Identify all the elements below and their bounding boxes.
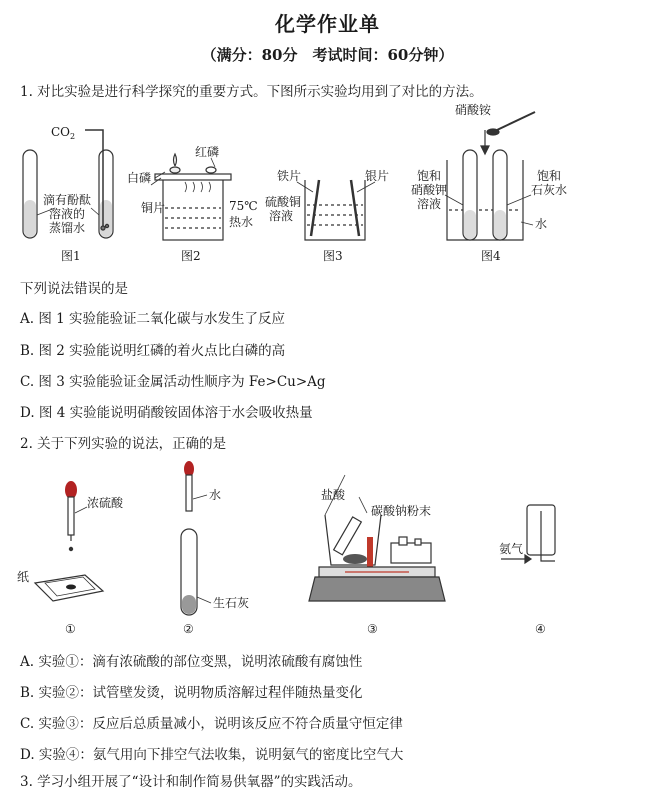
svg-text:铁片: 铁片 [277, 169, 302, 183]
svg-text:硝酸铵: 硝酸铵 [455, 103, 492, 117]
svg-text:石灰水: 石灰水 [531, 183, 568, 197]
exp2-test-tube [181, 461, 211, 615]
fig2-beaker [151, 154, 231, 240]
q1-figures [15, 100, 635, 270]
q1-ask: 下列说法错误的是 [20, 281, 128, 297]
q2-option-b: B. 实验②：试管壁发烫，说明物质溶解过程伴随热量变化 [20, 685, 363, 701]
svg-text:银片: 银片 [365, 169, 390, 183]
svg-text:氨气: 氨气 [499, 542, 524, 556]
svg-text:CO2: $CO_2$ [51, 125, 76, 141]
exp2-caption: ② [183, 622, 194, 636]
svg-text:浓硫酸: 浓硫酸 [87, 496, 124, 510]
svg-text:75℃: 75℃ [229, 199, 258, 213]
q1-option-b: B. 图 2 实验能说明红磷的着火点比白磷的高 [20, 343, 286, 359]
q1-stem: 1. 对比实验是进行科学探究的重要方式。下图所示实验均用到了对比的方法。 [20, 84, 483, 100]
svg-text:溶液的: 溶液的 [49, 207, 86, 221]
svg-text:蒸馏水: 蒸馏水 [49, 221, 86, 235]
svg-text:水: 水 [535, 217, 548, 231]
fig4-setup [445, 112, 535, 240]
exp1-caption: ① [65, 622, 76, 636]
q1-option-a: A. 图 1 实验能验证二氧化碳与水发生了反应 [20, 311, 286, 327]
svg-text:铜片: 铜片 [141, 201, 166, 215]
q3-stem: 3. 学习小组开展了“设计和制作简易供氧器”的实践活动。 [20, 774, 362, 790]
q1-option-d: D. 图 4 实验能说明硝酸铵固体溶于水会吸收热量 [20, 405, 313, 421]
q2-option-d: D. 实验④：氨气用向下排空气法收集，说明氨气的密度比空气大 [20, 747, 404, 763]
fig3-caption: 图3 [323, 249, 343, 263]
svg-text:红磷: 红磷 [195, 145, 220, 159]
svg-text:纸: 纸 [17, 570, 30, 584]
page-title: 化学作业单 [275, 12, 380, 36]
svg-text:溶液: 溶液 [269, 209, 294, 223]
svg-text:盐酸: 盐酸 [321, 488, 346, 502]
svg-text:溶液: 溶液 [417, 197, 442, 211]
exam-info: （满分：80分 考试时间：60分钟） [201, 46, 454, 64]
fig1-caption: 图1 [61, 249, 81, 263]
svg-text:硫酸铜: 硫酸铜 [265, 195, 302, 209]
svg-text:白磷: 白磷 [127, 171, 152, 185]
fig4-caption: 图4 [481, 249, 501, 263]
exp4-caption: ④ [535, 622, 546, 636]
q2-stem: 2. 关于下列实验的说法，正确的是 [20, 436, 227, 452]
svg-text:生石灰: 生石灰 [213, 596, 250, 610]
svg-text:硝酸钾: 硝酸钾 [411, 183, 448, 197]
svg-text:饱和: 饱和 [537, 169, 562, 183]
fig3-beaker [297, 180, 375, 240]
svg-text:饱和: 饱和 [417, 169, 442, 183]
fig2-caption: 图2 [181, 249, 201, 263]
exp3-caption: ③ [367, 622, 378, 636]
svg-text:热水: 热水 [229, 215, 254, 229]
q2-option-a: A. 实验①：滴有浓硫酸的部位变黑，说明浓硫酸有腐蚀性 [20, 654, 363, 670]
svg-text:水: 水 [209, 488, 222, 502]
svg-text:滴有酚酞: 滴有酚酞 [43, 193, 92, 207]
svg-text:碳酸钠粉末: 碳酸钠粉末 [371, 504, 432, 518]
q2-figures [15, 455, 635, 640]
q2-option-c: C. 实验③：反应后总质量减小，说明该反应不符合质量守恒定律 [20, 716, 403, 732]
q1-option-c: C. 图 3 实验能验证金属活动性顺序为 Fe>Cu>Ag [20, 374, 326, 390]
